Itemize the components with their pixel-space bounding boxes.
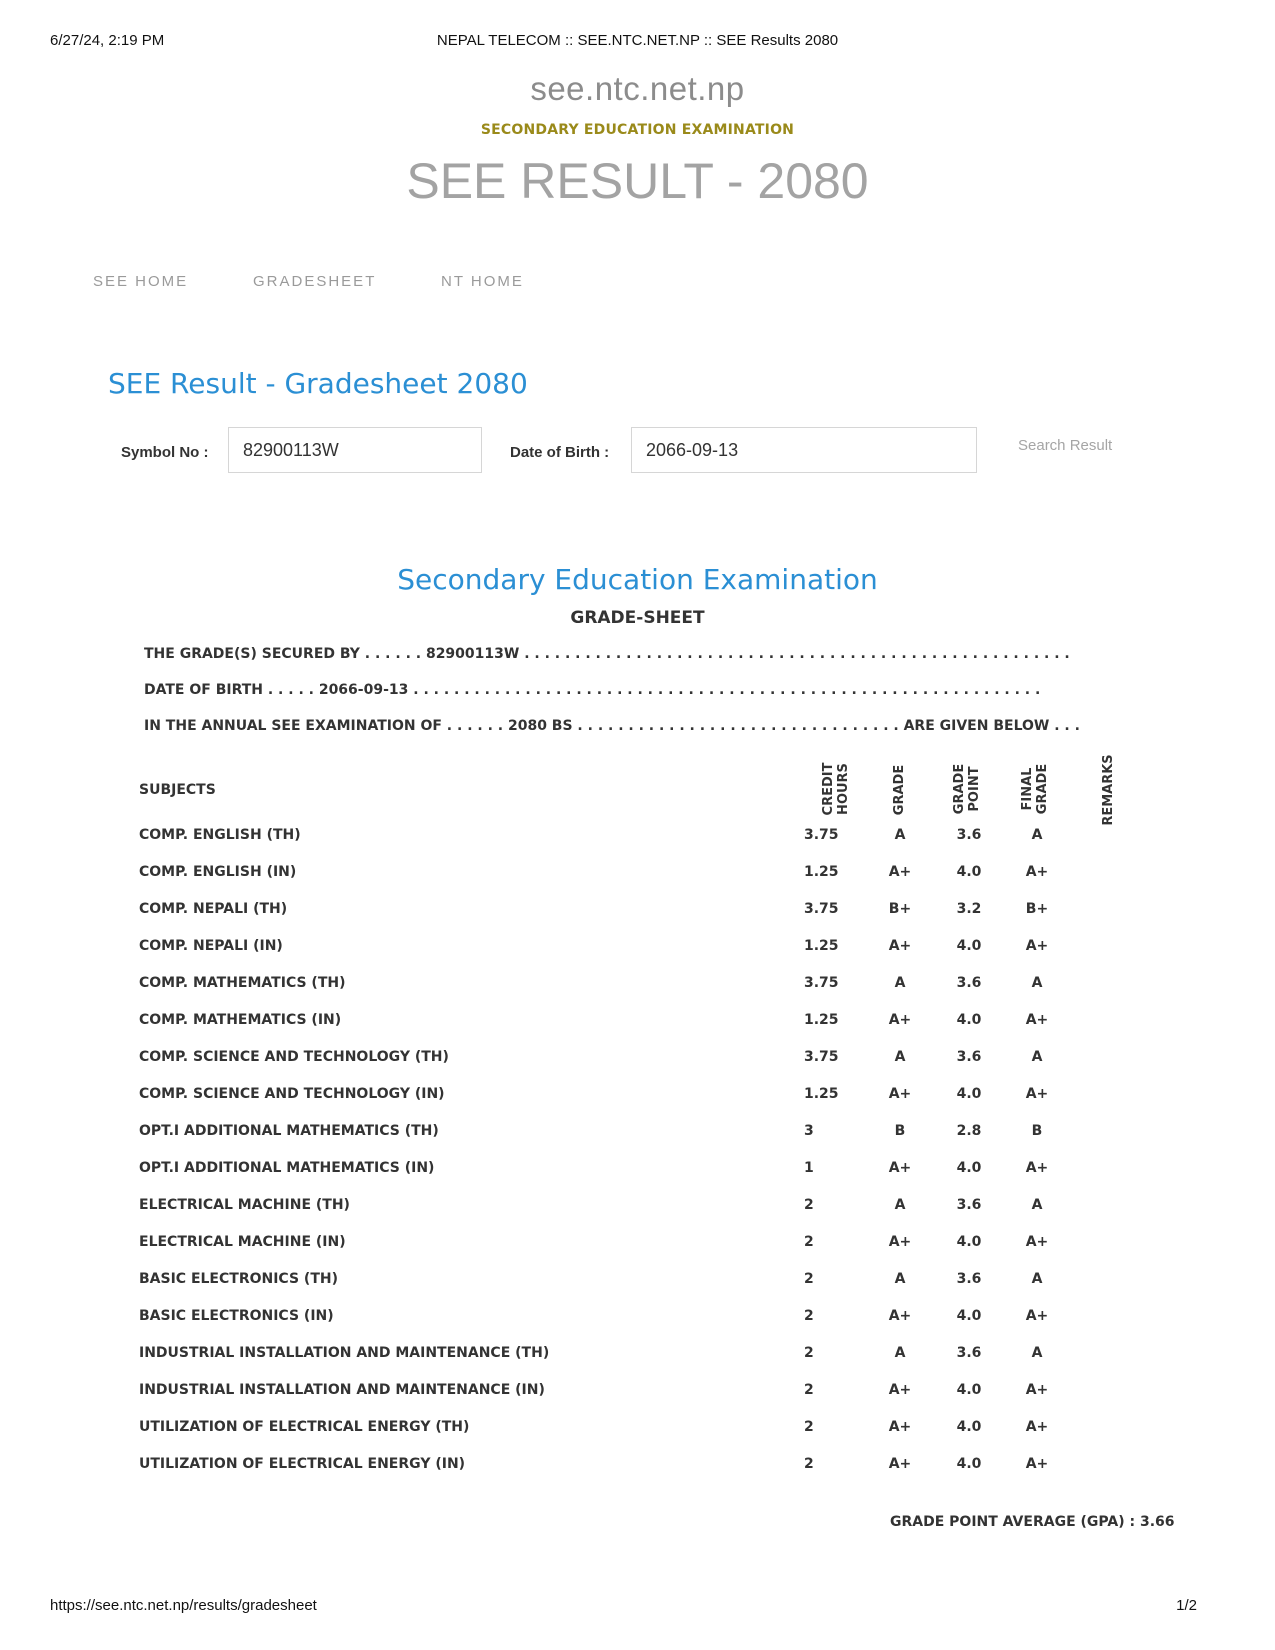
table-row xyxy=(0,1234,1275,1254)
grade-point-cell: 4.0 xyxy=(956,864,982,880)
grade-point-cell: 4.0 xyxy=(956,1234,982,1250)
table-row xyxy=(0,1012,1275,1032)
credit-hours-cell: 2 xyxy=(804,1345,814,1361)
credit-hours-cell: 1 xyxy=(804,1160,814,1176)
table-row xyxy=(0,1123,1275,1143)
gradesheet-heading: Secondary Education Examination xyxy=(397,563,878,596)
credit-hours-cell: 3.75 xyxy=(804,975,839,991)
print-footer xyxy=(50,1597,1225,1617)
table-row xyxy=(0,938,1275,958)
gradesheet-subheading: GRADE-SHEET xyxy=(570,608,705,628)
grade-cell: A+ xyxy=(888,864,912,880)
final-grade-cell: A+ xyxy=(1025,938,1049,954)
grade-point-cell: 3.6 xyxy=(956,1197,982,1213)
subject-cell: ELECTRICAL MACHINE (TH) xyxy=(139,1197,350,1213)
final-grade-cell: B+ xyxy=(1025,901,1049,917)
grade-cell: A xyxy=(894,1197,906,1213)
grade-cell: A xyxy=(894,827,906,843)
subject-cell: COMP. SCIENCE AND TECHNOLOGY (IN) xyxy=(139,1086,445,1102)
grade-cell: A+ xyxy=(888,938,912,954)
form-title: SEE Result - Gradesheet 2080 xyxy=(108,367,528,400)
grade-cell: A+ xyxy=(888,1086,912,1102)
final-grade-cell: A xyxy=(1031,827,1043,843)
grade-cell: A+ xyxy=(888,1234,912,1250)
grade-point-cell: 4.0 xyxy=(956,1012,982,1028)
table-row xyxy=(0,1308,1275,1328)
credit-hours-cell: 1.25 xyxy=(804,1086,839,1102)
print-page-number: 1/2 xyxy=(1176,1597,1197,1614)
subject-cell: OPT.I ADDITIONAL MATHEMATICS (IN) xyxy=(139,1160,435,1176)
symbol-no-input[interactable]: 82900113W xyxy=(228,427,482,473)
credit-hours-cell: 2 xyxy=(804,1271,814,1287)
table-row xyxy=(0,1382,1275,1402)
subject-cell: UTILIZATION OF ELECTRICAL ENERGY (IN) xyxy=(139,1456,466,1472)
grade-point-cell: 2.8 xyxy=(956,1123,982,1139)
subject-cell: COMP. MATHEMATICS (IN) xyxy=(139,1012,342,1028)
final-grade-cell: A xyxy=(1031,1271,1043,1287)
grade-cell: B+ xyxy=(888,901,912,917)
table-row xyxy=(0,1419,1275,1439)
nav-see-home[interactable]: SEE HOME xyxy=(93,273,189,290)
grade-cell: A xyxy=(894,975,906,991)
col-final-grade: FINAL GRADE xyxy=(1020,763,1050,815)
table-row xyxy=(0,1345,1275,1365)
table-row xyxy=(0,1086,1275,1106)
print-url: https://see.ntc.net.np/results/gradesheet xyxy=(50,1597,317,1614)
subject-cell: UTILIZATION OF ELECTRICAL ENERGY (TH) xyxy=(139,1419,470,1435)
credit-hours-cell: 1.25 xyxy=(804,1012,839,1028)
grade-cell: A+ xyxy=(888,1012,912,1028)
final-grade-cell: A+ xyxy=(1025,1382,1049,1398)
grade-cell: A+ xyxy=(888,1419,912,1435)
grade-cell: A+ xyxy=(888,1160,912,1176)
subject-cell: COMP. MATHEMATICS (TH) xyxy=(139,975,346,991)
search-result-button[interactable]: Search Result xyxy=(1018,437,1113,454)
credit-hours-cell: 2 xyxy=(804,1234,814,1250)
grade-point-cell: 4.0 xyxy=(956,938,982,954)
final-grade-cell: A+ xyxy=(1025,1308,1049,1324)
credit-hours-cell: 2 xyxy=(804,1382,814,1398)
table-row xyxy=(0,864,1275,884)
subject-cell: COMP. NEPALI (IN) xyxy=(139,938,283,954)
grade-point-cell: 3.2 xyxy=(956,901,982,917)
final-grade-cell: A xyxy=(1031,1345,1043,1361)
exam-line: IN THE ANNUAL SEE EXAMINATION OF . . . . . . 2080 BS . . . . . . . . . . . . . . . . . . . . . . . . . . . . . . . . ARE GIVEN BELOW . . . xyxy=(144,718,1080,734)
table-row xyxy=(0,1160,1275,1180)
nav-gradesheet[interactable]: GRADESHEET xyxy=(253,273,377,290)
dob-line: DATE OF BIRTH . . . . . 2066-09-13 . . . . . . . . . . . . . . . . . . . . . . . . . . . . . . . . . . . . . . . . . . . . . . . . . . . . . . . . . . . . . . xyxy=(144,682,1041,698)
grade-point-cell: 4.0 xyxy=(956,1419,982,1435)
subject-cell: COMP. ENGLISH (TH) xyxy=(139,827,301,843)
credit-hours-cell: 3.75 xyxy=(804,901,839,917)
secured-by-line: THE GRADE(S) SECURED BY . . . . . . 82900113W . . . . . . . . . . . . . . . . . . . . . . . . . . . . . . . . . . . . . . . . . . . . . . . . . . . . . . xyxy=(144,646,1070,662)
grade-cell: A+ xyxy=(888,1456,912,1472)
table-row xyxy=(0,1049,1275,1069)
nav-nt-home[interactable]: NT HOME xyxy=(441,273,524,290)
grade-point-cell: 3.6 xyxy=(956,1345,982,1361)
credit-hours-cell: 3 xyxy=(804,1123,814,1139)
grade-point-cell: 4.0 xyxy=(956,1160,982,1176)
subject-cell: INDUSTRIAL INSTALLATION AND MAINTENANCE (TH) xyxy=(139,1345,550,1361)
print-page-title: NEPAL TELECOM :: SEE.NTC.NET.NP :: SEE Results 2080 xyxy=(436,32,839,49)
final-grade-cell: B xyxy=(1031,1123,1043,1139)
col-grade-point: GRADE POINT xyxy=(952,763,982,815)
grade-point-cell: 3.6 xyxy=(956,1049,982,1065)
credit-hours-cell: 1.25 xyxy=(804,938,839,954)
col-remarks: REMARKS xyxy=(1101,754,1116,826)
grade-point-cell: 4.0 xyxy=(956,1086,982,1102)
grade-cell: B xyxy=(894,1123,906,1139)
final-grade-cell: A+ xyxy=(1025,1160,1049,1176)
site-name: see.ntc.net.np xyxy=(530,70,745,107)
grade-cell: A+ xyxy=(888,1382,912,1398)
site-subtitle: SECONDARY EDUCATION EXAMINATION xyxy=(480,122,795,138)
table-row xyxy=(0,975,1275,995)
final-grade-cell: A xyxy=(1031,1049,1043,1065)
symbol-no-label: Symbol No : xyxy=(121,444,209,461)
grade-point-cell: 4.0 xyxy=(956,1382,982,1398)
final-grade-cell: A+ xyxy=(1025,1086,1049,1102)
subject-cell: COMP. NEPALI (TH) xyxy=(139,901,288,917)
grade-point-cell: 3.6 xyxy=(956,975,982,991)
credit-hours-cell: 1.25 xyxy=(804,864,839,880)
final-grade-cell: A+ xyxy=(1025,1456,1049,1472)
credit-hours-cell: 3.75 xyxy=(804,827,839,843)
grade-point-cell: 3.6 xyxy=(956,827,982,843)
grade-cell: A xyxy=(894,1271,906,1287)
final-grade-cell: A xyxy=(1031,1197,1043,1213)
subject-cell: BASIC ELECTRONICS (TH) xyxy=(139,1271,338,1287)
grade-point-cell: 3.6 xyxy=(956,1271,982,1287)
grade-cell: A xyxy=(894,1049,906,1065)
site-result-title: SEE RESULT - 2080 xyxy=(406,153,869,209)
final-grade-cell: A+ xyxy=(1025,1234,1049,1250)
subject-cell: INDUSTRIAL INSTALLATION AND MAINTENANCE (IN) xyxy=(139,1382,545,1398)
final-grade-cell: A xyxy=(1031,975,1043,991)
grade-point-cell: 4.0 xyxy=(956,1456,982,1472)
col-subjects: SUBJECTS xyxy=(139,782,216,798)
table-row xyxy=(0,1456,1275,1476)
print-header xyxy=(50,32,1225,54)
col-grade: GRADE xyxy=(892,764,907,816)
subject-cell: BASIC ELECTRONICS (IN) xyxy=(139,1308,334,1324)
credit-hours-cell: 2 xyxy=(804,1308,814,1324)
subject-cell: ELECTRICAL MACHINE (IN) xyxy=(139,1234,346,1250)
grade-point-cell: 4.0 xyxy=(956,1308,982,1324)
final-grade-cell: A+ xyxy=(1025,864,1049,880)
table-row xyxy=(0,1271,1275,1291)
print-datetime: 6/27/24, 2:19 PM xyxy=(50,32,165,49)
final-grade-cell: A+ xyxy=(1025,1012,1049,1028)
credit-hours-cell: 2 xyxy=(804,1197,814,1213)
subject-cell: COMP. ENGLISH (IN) xyxy=(139,864,297,880)
grade-cell: A+ xyxy=(888,1308,912,1324)
credit-hours-cell: 2 xyxy=(804,1456,814,1472)
credit-hours-cell: 3.75 xyxy=(804,1049,839,1065)
table-row xyxy=(0,1197,1275,1217)
grade-cell: A xyxy=(894,1345,906,1361)
subject-cell: OPT.I ADDITIONAL MATHEMATICS (TH) xyxy=(139,1123,439,1139)
table-row xyxy=(0,901,1275,921)
table-row xyxy=(0,827,1275,847)
final-grade-cell: A+ xyxy=(1025,1419,1049,1435)
dob-input[interactable]: 2066-09-13 xyxy=(631,427,977,473)
dob-label: Date of Birth : xyxy=(510,444,610,461)
subject-cell: COMP. SCIENCE AND TECHNOLOGY (TH) xyxy=(139,1049,449,1065)
credit-hours-cell: 2 xyxy=(804,1419,814,1435)
gpa-summary: GRADE POINT AVERAGE (GPA) : 3.66 xyxy=(890,1514,1175,1530)
col-credit-hours: CREDIT HOURS xyxy=(821,762,851,816)
